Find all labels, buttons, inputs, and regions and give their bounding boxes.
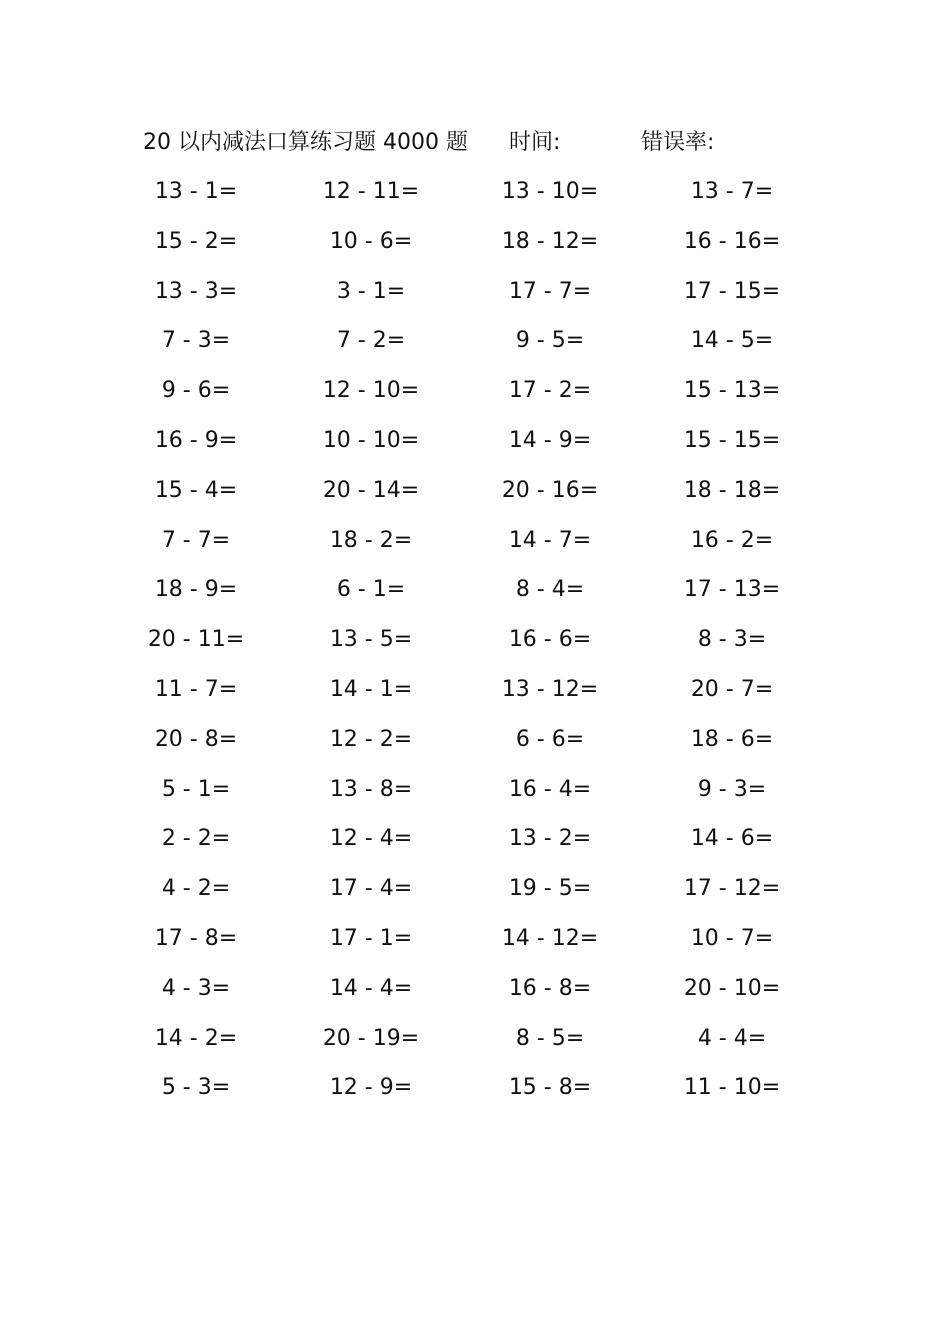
problem-row (0, 1068, 950, 1118)
problem-row (0, 321, 950, 371)
problem-row (0, 770, 950, 820)
problem-item: 5 - 3= (161, 1075, 231, 1101)
problem-item: 9 - 3= (697, 776, 767, 802)
problem-item: 18 - 18= (683, 477, 781, 503)
problem-item: 9 - 6= (161, 378, 231, 404)
problem-item: 15 - 2= (154, 228, 238, 254)
problem-item: 13 - 8= (329, 776, 413, 802)
problem-item: 18 - 6= (690, 726, 774, 752)
problem-item: 16 - 8= (508, 975, 592, 1001)
problem-item: 11 - 7= (154, 676, 238, 702)
problem-item: 14 - 4= (329, 975, 413, 1001)
problem-row (0, 670, 950, 720)
problem-item: 14 - 9= (508, 427, 592, 453)
problem-item: 18 - 9= (154, 577, 238, 603)
problem-item: 17 - 13= (683, 577, 781, 603)
problem-item: 8 - 5= (515, 1025, 585, 1051)
problem-item: 6 - 6= (515, 726, 585, 752)
problem-item: 3 - 1= (336, 278, 406, 304)
problem-item: 13 - 1= (154, 179, 238, 204)
problem-item: 20 - 11= (147, 627, 245, 653)
problem-item: 20 - 19= (322, 1025, 420, 1051)
problem-item: 5 - 1= (161, 776, 231, 802)
problem-item: 15 - 4= (154, 477, 238, 503)
problem-item: 7 - 7= (161, 527, 231, 553)
problem-item: 16 - 2= (690, 527, 774, 553)
problem-row (0, 272, 950, 322)
problem-row (0, 720, 950, 770)
problem-item: 17 - 12= (683, 876, 781, 902)
problem-item: 13 - 3= (154, 278, 238, 304)
problem-item: 17 - 8= (154, 925, 238, 951)
problem-item: 8 - 3= (697, 627, 767, 653)
problem-row (0, 969, 950, 1019)
problem-item: 4 - 4= (697, 1025, 767, 1051)
problem-row (0, 471, 950, 521)
problem-row (0, 869, 950, 919)
problem-item: 12 - 4= (329, 826, 413, 852)
problem-item: 7 - 3= (161, 328, 231, 354)
problem-item: 16 - 9= (154, 427, 238, 453)
problem-row (0, 570, 950, 620)
problem-item: 14 - 5= (690, 328, 774, 354)
problem-item: 12 - 10= (322, 378, 420, 404)
problem-item: 13 - 7= (690, 179, 774, 204)
problem-item: 20 - 10= (683, 975, 781, 1001)
problem-item: 16 - 6= (508, 627, 592, 653)
problem-row (0, 172, 950, 222)
problem-item: 13 - 12= (501, 676, 599, 702)
problem-item: 20 - 8= (154, 726, 238, 752)
problem-item: 17 - 7= (508, 278, 592, 304)
time-label: 时间: (509, 130, 561, 155)
problem-item: 14 - 1= (329, 676, 413, 702)
problem-row (0, 371, 950, 421)
problem-item: 20 - 14= (322, 477, 420, 503)
problem-item: 20 - 16= (501, 477, 599, 503)
problem-item: 14 - 6= (690, 826, 774, 852)
problem-item: 12 - 2= (329, 726, 413, 752)
problem-item: 15 - 15= (683, 427, 781, 453)
problem-item: 16 - 16= (683, 228, 781, 254)
problem-row (0, 919, 950, 969)
problem-item: 10 - 10= (322, 427, 420, 453)
problem-row (0, 421, 950, 471)
problem-item: 14 - 2= (154, 1025, 238, 1051)
error-rate-label: 错误率: (641, 130, 715, 155)
problem-item: 20 - 7= (690, 676, 774, 702)
problem-item: 16 - 4= (508, 776, 592, 802)
problem-item: 15 - 8= (508, 1075, 592, 1101)
problem-item: 11 - 10= (683, 1075, 781, 1101)
problem-item: 4 - 2= (161, 876, 231, 902)
problem-item: 13 - 5= (329, 627, 413, 653)
problem-row (0, 521, 950, 571)
problem-item: 18 - 12= (501, 228, 599, 254)
problem-item: 7 - 2= (336, 328, 406, 354)
problem-item: 4 - 3= (161, 975, 231, 1001)
problem-item: 14 - 12= (501, 925, 599, 951)
problem-item: 12 - 9= (329, 1075, 413, 1101)
problem-row (0, 222, 950, 272)
problem-item: 19 - 5= (508, 876, 592, 902)
problem-row (0, 620, 950, 670)
problem-item: 10 - 6= (329, 228, 413, 254)
problem-row (0, 819, 950, 869)
problem-item: 17 - 1= (329, 925, 413, 951)
problem-grid (0, 172, 950, 1118)
problem-item: 9 - 5= (515, 328, 585, 354)
problem-item: 10 - 7= (690, 925, 774, 951)
worksheet-header (0, 125, 950, 161)
problem-item: 17 - 2= (508, 378, 592, 404)
problem-item: 2 - 2= (161, 826, 231, 852)
problem-item: 8 - 4= (515, 577, 585, 603)
problem-row (0, 1019, 950, 1069)
problem-item: 6 - 1= (336, 577, 406, 603)
problem-item: 13 - 2= (508, 826, 592, 852)
problem-item: 18 - 2= (329, 527, 413, 553)
problem-item: 17 - 4= (329, 876, 413, 902)
problem-item: 15 - 13= (683, 378, 781, 404)
problem-item: 17 - 15= (683, 278, 781, 304)
worksheet-title: 20 以内减法口算练习题 4000 题 (143, 130, 468, 155)
problem-item: 13 - 10= (501, 179, 599, 204)
problem-item: 14 - 7= (508, 527, 592, 553)
problem-item: 12 - 11= (322, 179, 420, 204)
